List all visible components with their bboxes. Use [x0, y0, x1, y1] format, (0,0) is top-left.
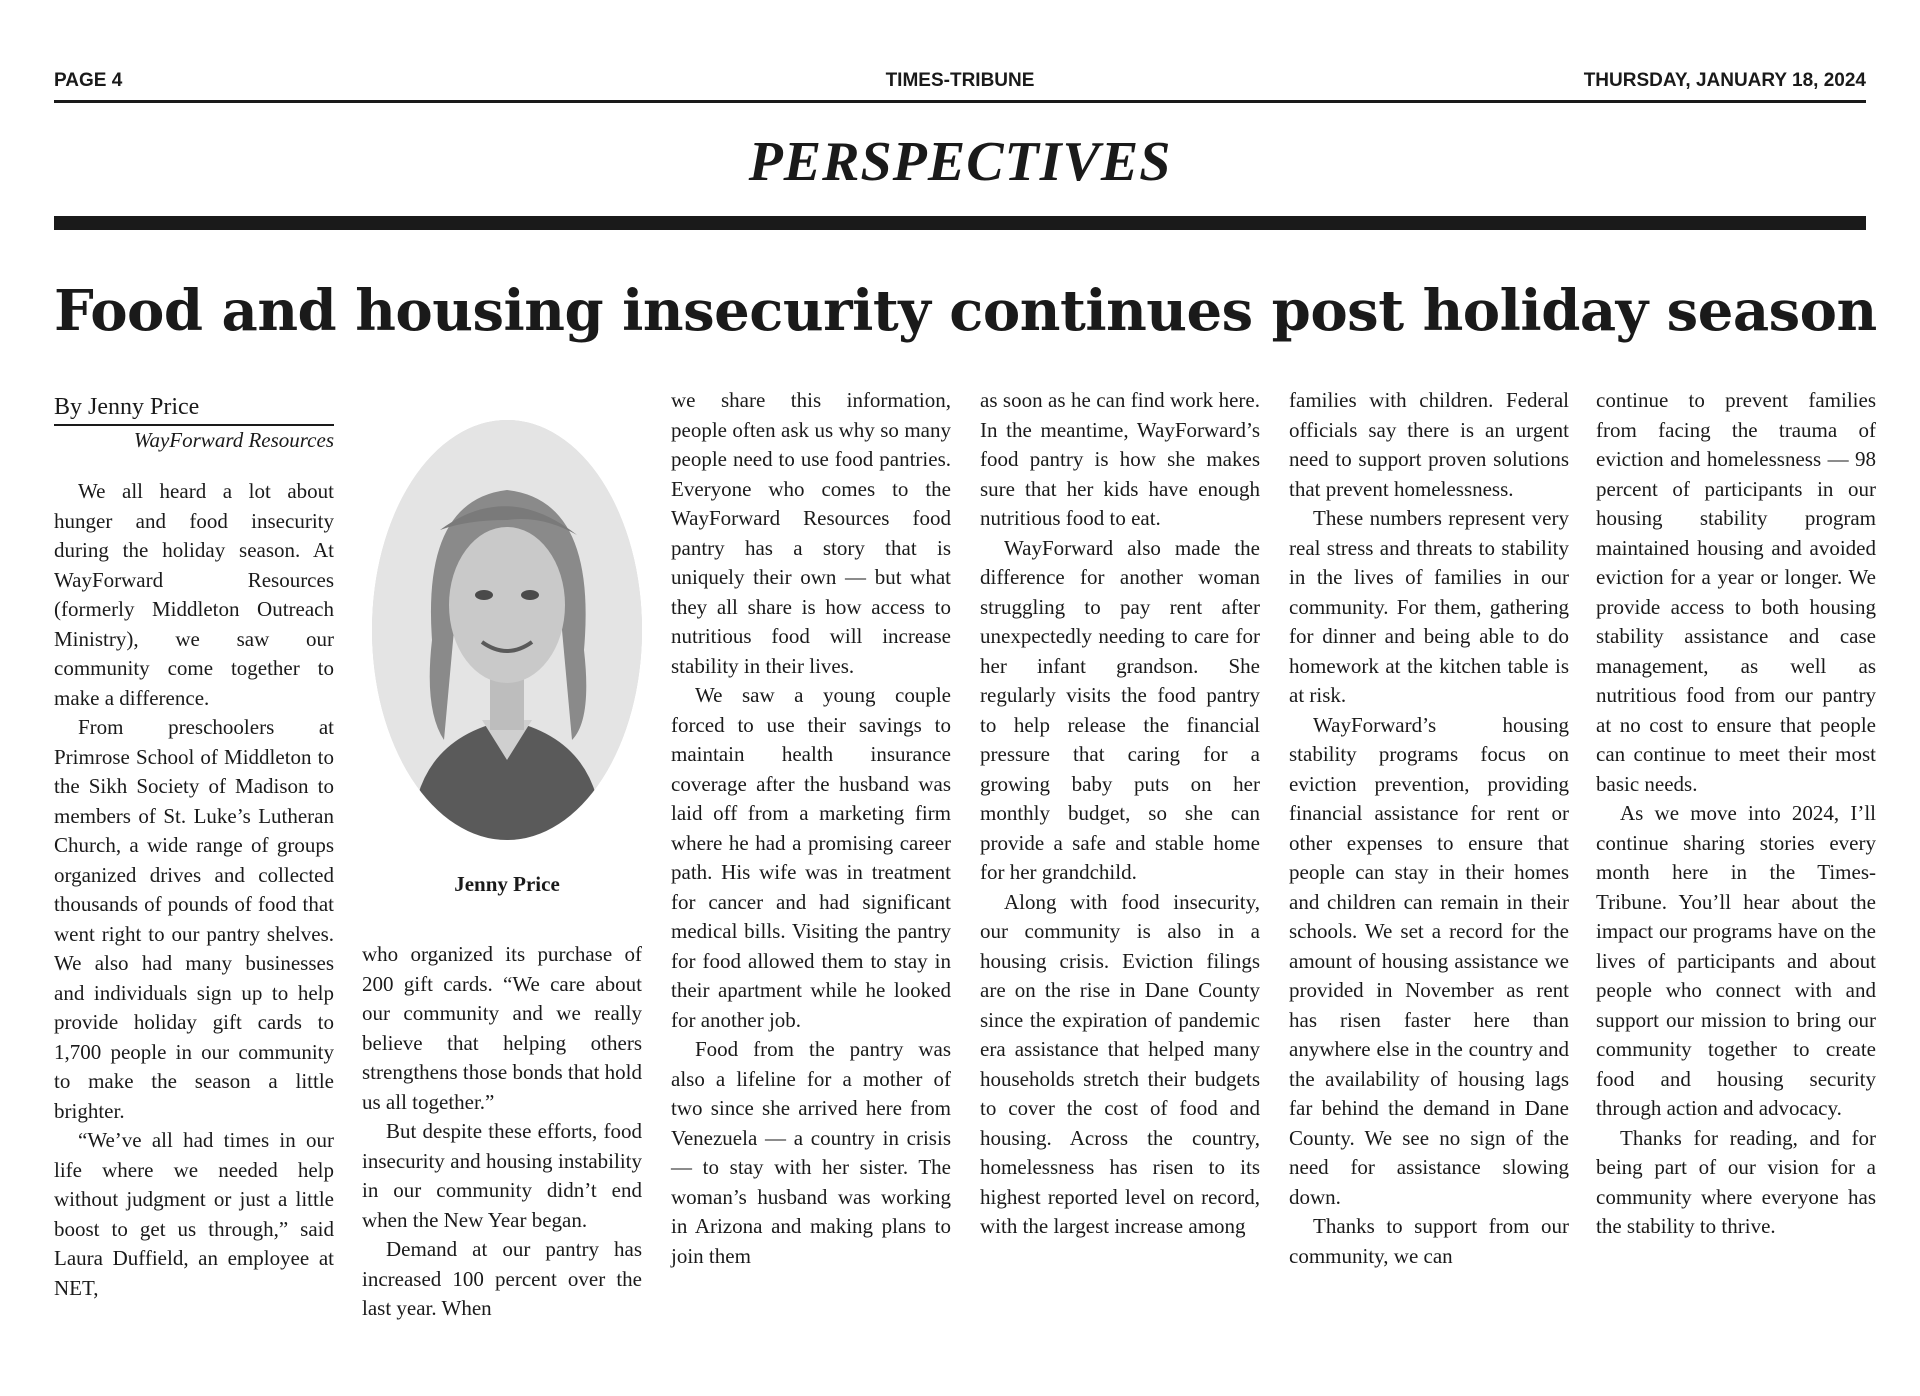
- paragraph: who organized its purchase of 200 gift cards. “We care about our community and we really believe that helping others strengthens those bonds that hold us all together.”: [362, 942, 642, 1114]
- article-column-2: [362, 940, 642, 1324]
- header-rule: [54, 100, 1866, 103]
- paragraph: Thanks for reading, and for being part of our vision for a community where everyone has the stability to thrive.: [1596, 1125, 1876, 1238]
- photo-caption: Jenny Price: [454, 872, 560, 896]
- paragraph: As we move into 2024, I’ll continue sharing stories every month here in the Times-Tribune. You’ll hear about the impact our programs have on the lives of participants and about people who connect with and support our mission to bring our community together to create food and housing security through action and advocacy.: [1596, 801, 1876, 1120]
- paragraph: continue to prevent families from facing the trauma of eviction and homelessness — 98 percent of participants in our housing stability program maintained housing and avoided eviction for a year or longer. We provide access to both housing stability assistance and case management, as well as nutritious food from our pantry at no cost to ensure that people can continue to meet their most basic needs.: [1596, 388, 1876, 796]
- paragraph: Thanks to support from our community, we can: [1289, 1214, 1569, 1268]
- article-column-5: [1289, 386, 1569, 1271]
- running-header: [54, 70, 1866, 100]
- portrait-illustration: [372, 420, 642, 840]
- byline: [54, 392, 334, 454]
- author-photo: [372, 420, 642, 840]
- paragraph: We all heard a lot about hunger and food insecurity during the holiday season. At WayForward Resources (formerly Middleton Outreach Ministry), we saw our community come together to make a difference.: [54, 479, 334, 710]
- byline-org: WayForward Resources: [133, 428, 334, 452]
- article-column-6: [1596, 386, 1876, 1242]
- article-column-3: [671, 386, 951, 1271]
- paragraph: we share this information, people often ask us why so many people need to use food pantries. Everyone who comes to the WayForward Resources food pantry has a story that is uniquely their own — but what they all share is how access to nutritious food will increase stability in their lives.: [671, 388, 951, 678]
- paragraph: WayForward also made the difference for another woman struggling to pay rent after unexpectedly needing to care for her infant grandson. She regularly visits the food pantry to help release the financial pressure that caring for a growing baby puts on her monthly budget, so she can provide a safe and stable home for her grandchild.: [980, 535, 1260, 884]
- headline: Food and housing insecurity continues post holiday season: [54, 278, 1877, 344]
- paragraph: Demand at our pantry has increased 100 percent over the last year. When: [362, 1237, 642, 1320]
- section-rule: [54, 216, 1866, 230]
- issue-date: THURSDAY, JANUARY 18, 2024: [1583, 70, 1866, 91]
- paragraph: But despite these efforts, food insecurity and housing instability in our community didn’t end when the New Year began.: [362, 1119, 642, 1232]
- paragraph: WayForward’s housing stability programs focus on eviction prevention, providing financial assistance for rent or other expenses to ensure that people can stay in their homes and children can remain in their schools. We set a record for the amount of housing assistance we provided in November as rent has risen faster here than anywhere else in the country and the availability of housing lags far behind the demand in Dane County. We see no sign of the need for assistance slowing down.: [1289, 712, 1569, 1209]
- page-number: PAGE 4: [54, 70, 123, 91]
- article-column-4: [980, 386, 1260, 1242]
- paragraph: These numbers represent very real stress and threats to stability in the lives of families in our community. For them, gathering for dinner and being able to do homework at the kitchen table is at risk.: [1289, 506, 1569, 707]
- paper-name: TIMES-TRIBUNE: [885, 70, 1035, 91]
- byline-author: By Jenny Price: [54, 392, 334, 426]
- section-title: PERSPECTIVES: [748, 131, 1172, 193]
- paragraph: “We’ve all had times in our life where we needed help without judgment or just a little boost to get us through,” said Laura Duffield, an employee at NET,: [54, 1128, 334, 1300]
- paragraph: From preschoolers at Primrose School of Middleton to the Sikh Society of Madison to members of St. Luke’s Lutheran Church, a wide range of groups organized drives and collected thousands of pounds of food that went right to our pantry shelves. We also had many businesses and individuals sign up to help provide holiday gift cards to 1,700 people in our community to make the season a little brighter.: [54, 715, 334, 1123]
- paragraph: We saw a young couple forced to use their savings to maintain health insurance coverage after the husband was laid off from a marketing firm where he had a promising career path. His wife was in treatment for cancer and had significant medical bills. Visiting the pantry for food allowed them to stay in their apartment while he looked for another job.: [671, 683, 951, 1032]
- paragraph: as soon as he can find work here. In the meantime, WayForward’s food pantry is how she makes sure that her kids have enough nutritious food to eat.: [980, 388, 1260, 530]
- article-column-1: [54, 477, 334, 1303]
- paragraph: families with children. Federal officials say there is an urgent need to support proven solutions that prevent homelessness.: [1289, 388, 1569, 501]
- paragraph: Along with food insecurity, our community is also in a housing crisis. Eviction filings are on the rise in Dane County since the expiration of pandemic era assistance that helped many households stretch their budgets to cover the cost of food and housing. Across the country, homelessness has risen to its highest reported level on record, with the largest increase among: [980, 889, 1260, 1238]
- paragraph: Food from the pantry was also a lifeline for a mother of two since she arrived here from Venezuela — a country in crisis — to stay with her sister. The woman’s husband was working in Arizona and making plans to join them: [671, 1037, 951, 1268]
